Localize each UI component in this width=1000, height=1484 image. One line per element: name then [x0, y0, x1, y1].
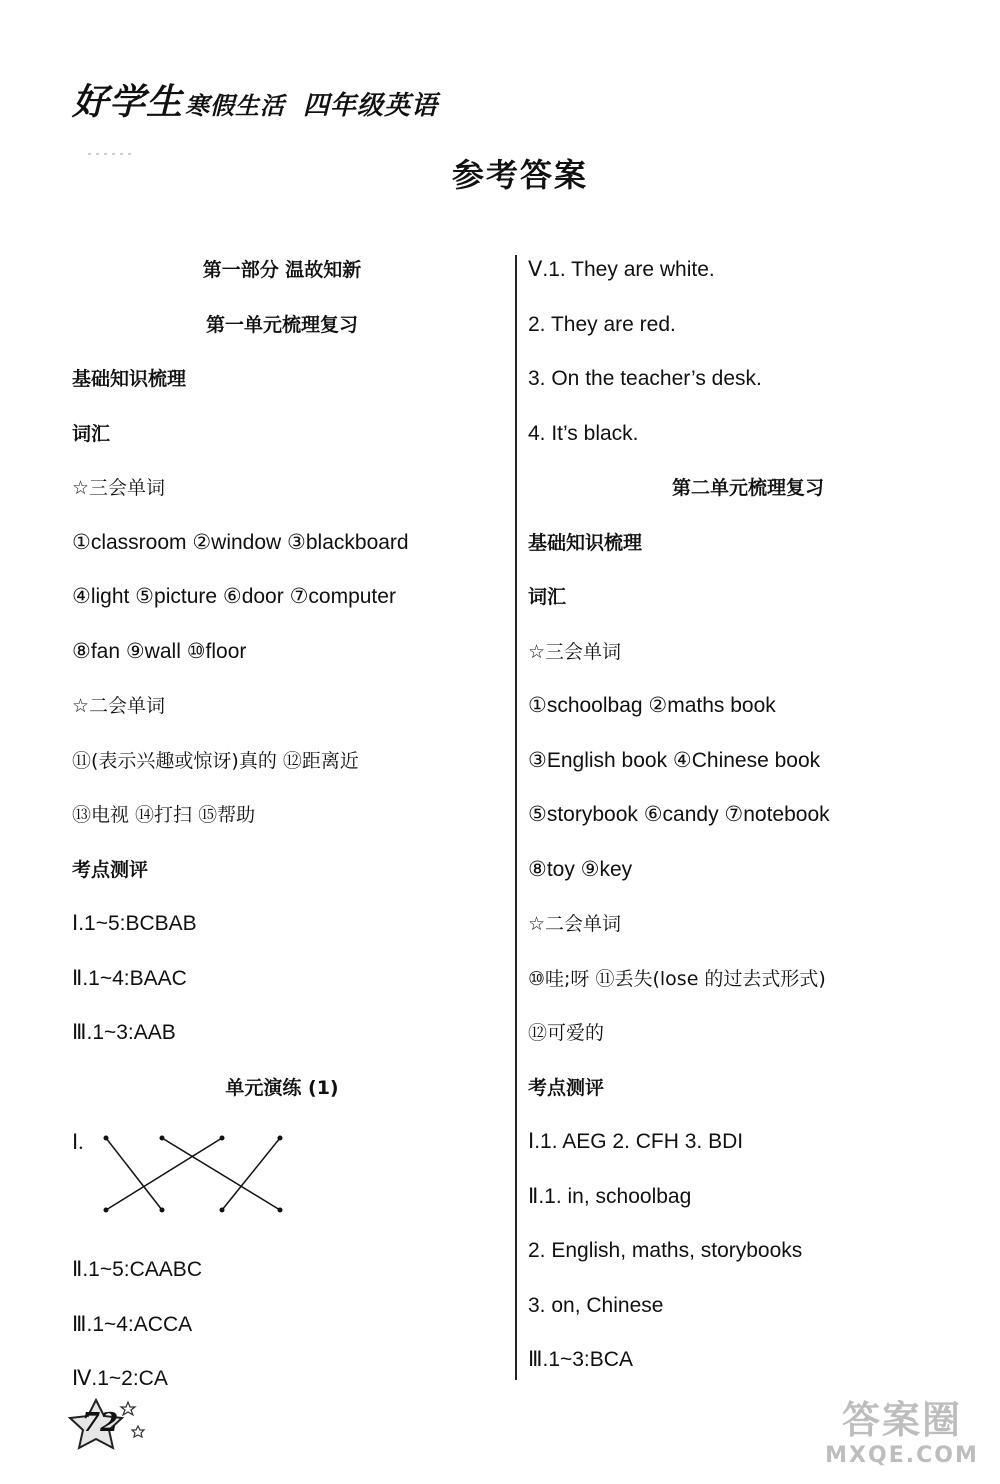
answer-line: ☆二会单词	[528, 913, 622, 935]
header-series: 寒假生活	[185, 91, 286, 120]
section-heading: 单元演练 (1)	[225, 1076, 339, 1099]
watermark-url: MXQE.COM	[825, 1443, 979, 1468]
page-number: 72	[82, 1408, 119, 1438]
answer-line: Ⅲ.1~3:AAB	[72, 1021, 176, 1044]
column-divider	[515, 255, 517, 1380]
answer-line: ①classroom ②window ③blackboard	[72, 530, 409, 554]
answer-line: ⑫可爱的	[528, 1022, 605, 1044]
subsection-heading: 考点测评	[72, 858, 149, 881]
answer-line: 2. English, maths, storybooks	[528, 1239, 803, 1262]
answer-line: ④light ⑤picture ⑥door ⑦computer	[72, 585, 396, 608]
answer-line: Ⅲ.1~3:BCA	[528, 1348, 633, 1371]
answer-line: 3. On the teacher’s desk.	[528, 367, 762, 390]
page-title: 参考答案	[451, 156, 588, 194]
right-column	[528, 252, 968, 1397]
answer-line: Ⅱ.1~4:BAAC	[72, 966, 187, 990]
answer-line: ①schoolbag ②maths book	[528, 694, 776, 717]
matching-dot-top	[220, 1136, 225, 1141]
matching-line	[222, 1138, 280, 1210]
answer-line: Ⅳ.1~2:CA	[72, 1367, 168, 1390]
subsection-heading: 基础知识梳理	[528, 531, 643, 554]
answer-line: Ⅱ.1. in, schoolbag	[528, 1184, 692, 1208]
answer-line: 4. It’s black.	[528, 421, 639, 445]
answer-line: ⑤storybook ⑥candy ⑦notebook	[528, 803, 830, 826]
answer-line: ⑧toy ⑨key	[528, 857, 633, 881]
matching-dot-bottom	[160, 1208, 165, 1213]
decorative-dash	[88, 152, 134, 156]
header-subject: 四年级英语	[303, 91, 439, 121]
matching-dot-bottom	[104, 1208, 109, 1213]
subsection-heading: 考点测评	[528, 1076, 605, 1099]
section-heading: 第一部分 温故知新	[202, 259, 362, 281]
answer-line: ⑪(表示兴趣或惊讶)真的 ⑫距离近	[72, 749, 359, 772]
matching-line	[106, 1138, 162, 1210]
matching-dot-bottom	[278, 1208, 283, 1213]
site-watermark	[812, 1398, 992, 1478]
book-header	[72, 74, 438, 125]
answer-line: 2. They are red.	[528, 312, 676, 336]
watermark-title: 答案圈	[841, 1398, 962, 1442]
section-heading: 第一单元梳理复习	[205, 313, 358, 336]
matching-lines	[72, 1124, 312, 1252]
left-column	[72, 252, 492, 1416]
answer-line: ☆二会单词	[72, 695, 166, 717]
answer-line: Ⅴ.1. They are white.	[528, 258, 715, 281]
matching-exercise	[72, 1124, 492, 1252]
subsection-heading: 词汇	[72, 422, 111, 445]
matching-dot-top	[160, 1136, 165, 1141]
subsection-heading: 基础知识梳理	[72, 368, 187, 390]
matching-dot-top	[104, 1136, 109, 1141]
answer-line: ⑬电视 ⑭打扫 ⑮帮助	[72, 804, 256, 826]
answer-line: ③English book ④Chinese book	[528, 748, 821, 772]
answer-line: ⑩哇;呀 ⑪丢失(lose 的过去式形式)	[528, 967, 826, 990]
section-heading: 第二单元梳理复习	[671, 477, 824, 499]
answer-line: Ⅰ.1. AEG 2. CFH 3. BDI	[528, 1130, 744, 1153]
answer-line: Ⅱ.1~5:CAABC	[72, 1258, 202, 1281]
matching-label: Ⅰ.	[72, 1130, 84, 1154]
answer-line: ☆三会单词	[528, 640, 622, 663]
answer-line: 3. on, Chinese	[528, 1293, 664, 1317]
matching-dot-top	[278, 1136, 283, 1141]
answer-line: Ⅲ.1~4:ACCA	[72, 1312, 193, 1336]
answer-line: ⑧fan ⑨wall ⑩floor	[72, 639, 247, 663]
answer-line: ☆三会单词	[72, 477, 166, 499]
answer-line: Ⅰ.1~5:BCBAB	[72, 912, 197, 935]
matching-line	[106, 1138, 222, 1210]
subsection-heading: 词汇	[528, 586, 567, 608]
page-number-badge	[66, 1396, 146, 1456]
header-brand: 好学生	[72, 81, 184, 123]
matching-dot-bottom	[220, 1208, 225, 1213]
matching-line	[162, 1138, 280, 1210]
